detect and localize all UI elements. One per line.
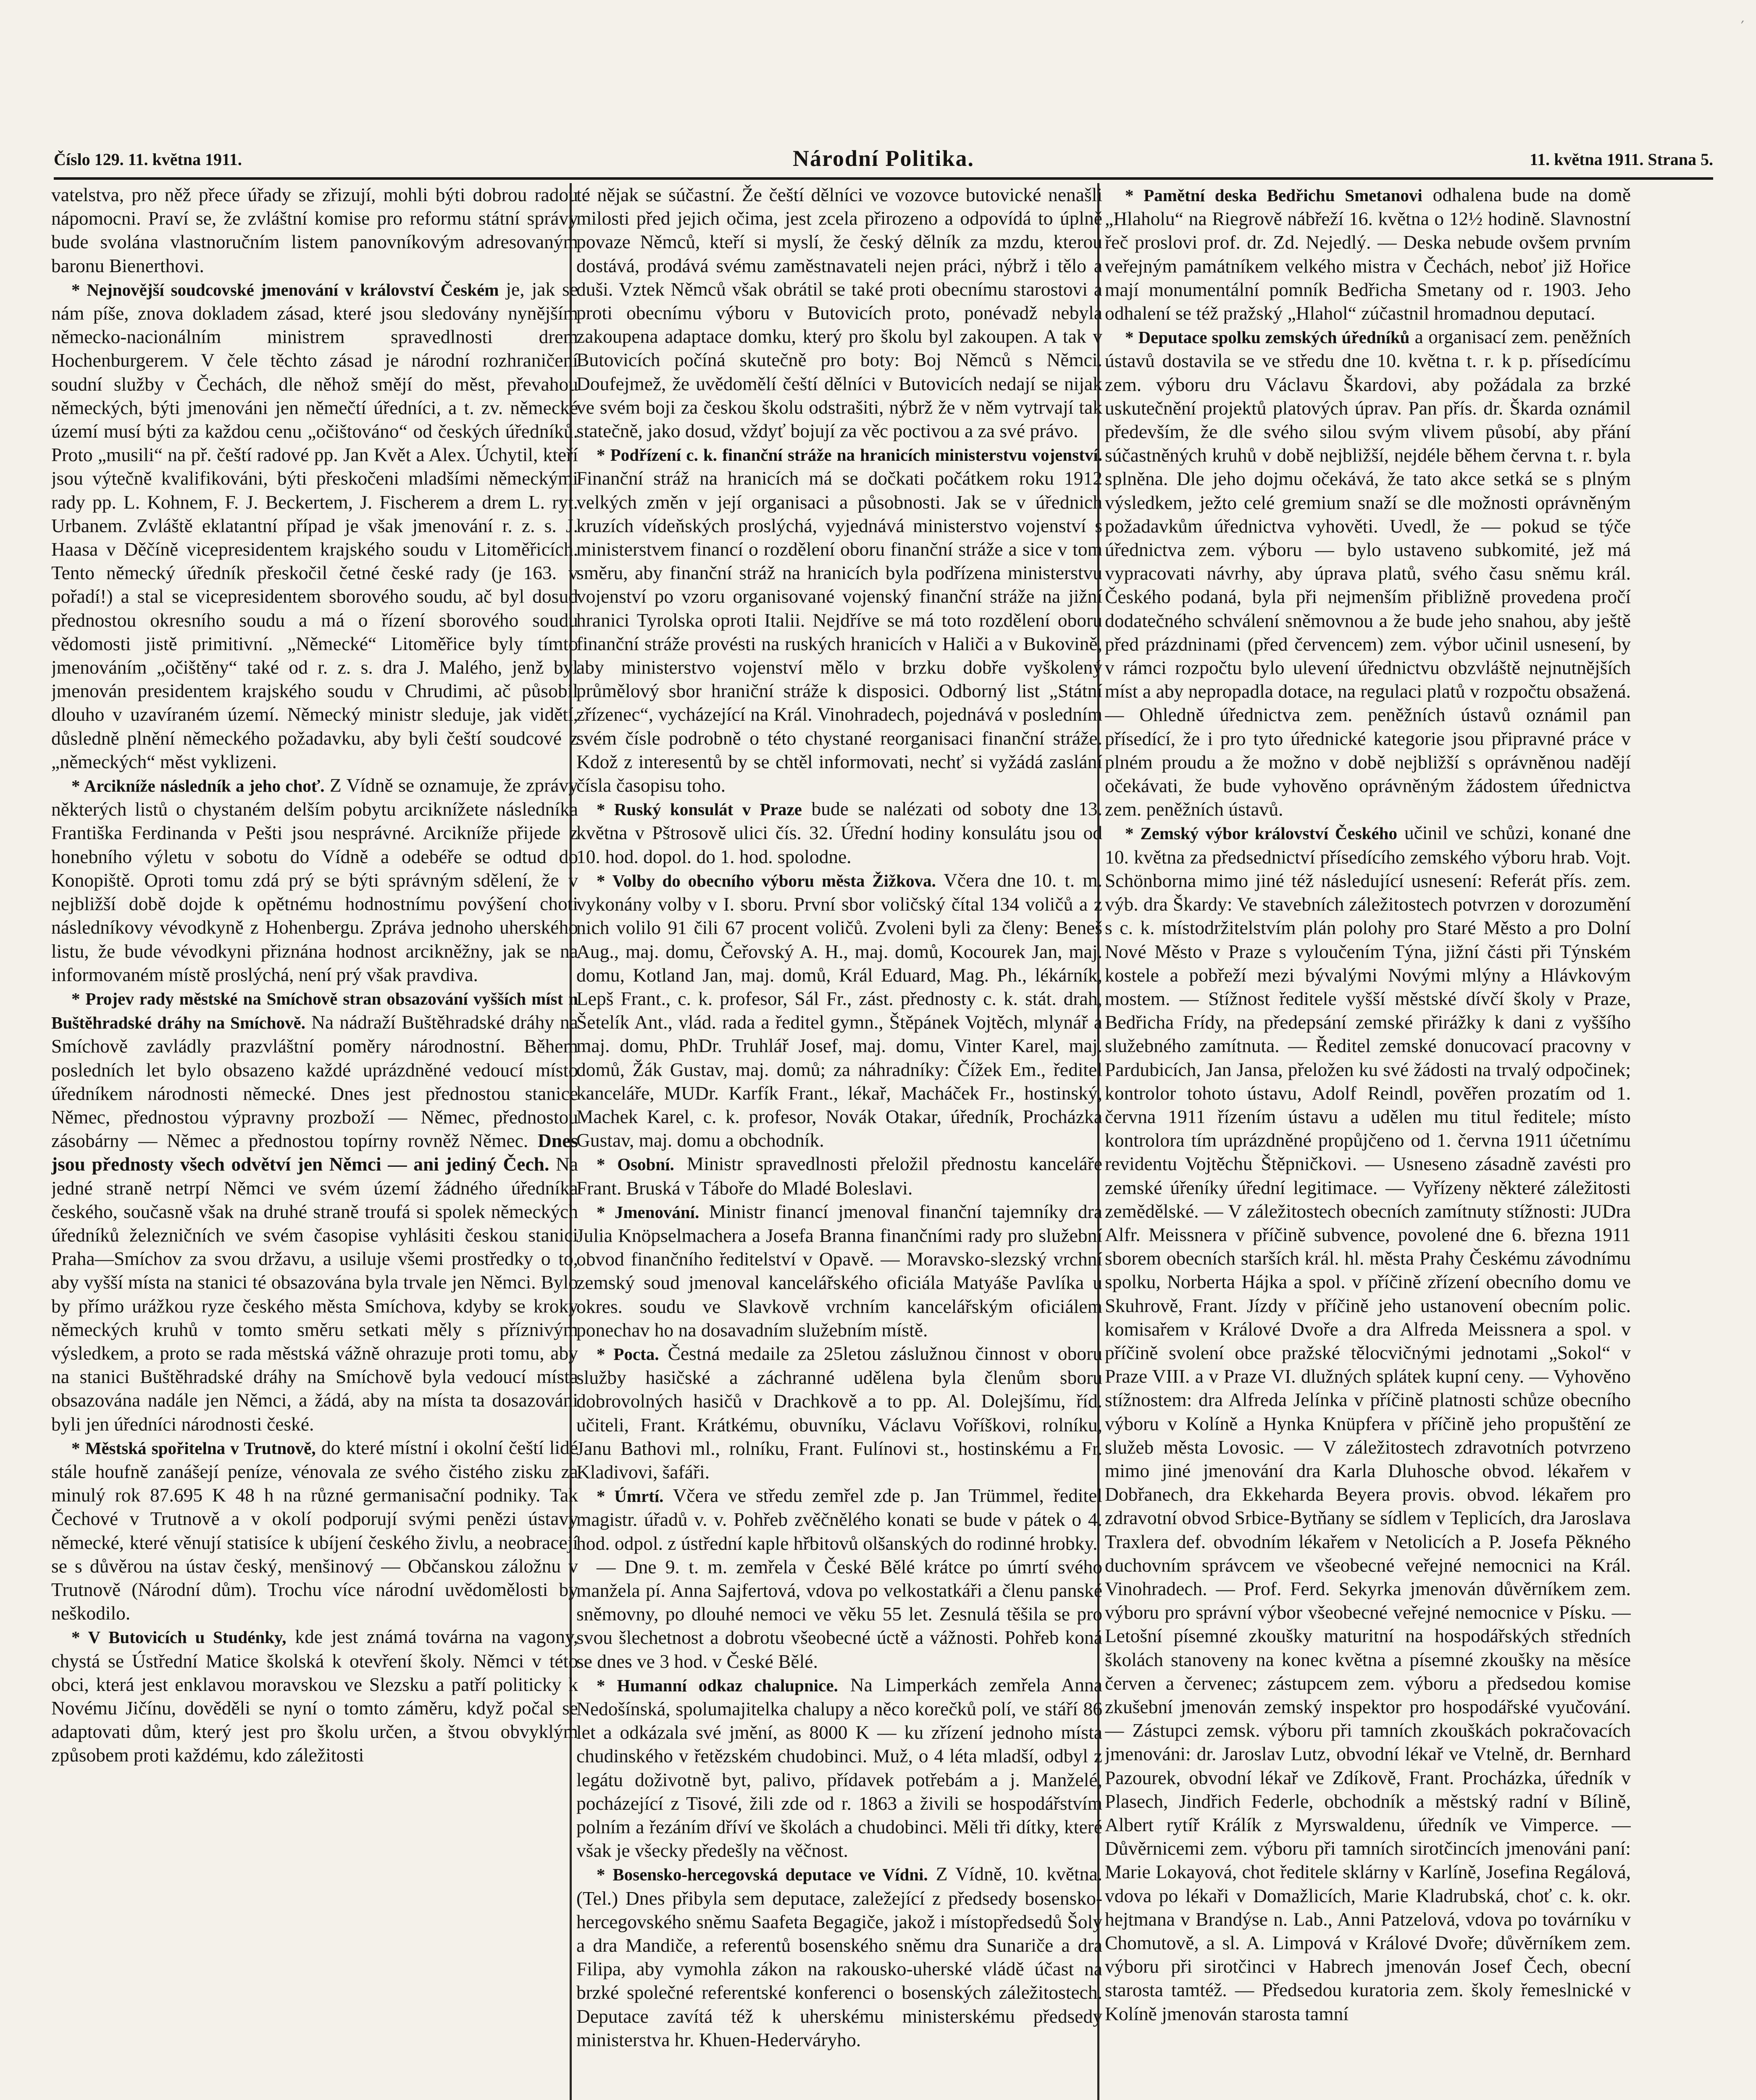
article-body: Na jedné straně netrpí Němci ve svém území žádného úředníka českého, současně však na druhé straně troufá si spolek německých úředníků železničních ve svém časopise vyhlásiti českou stanici Praha—Smíchov za svou državu, a usiluje všemi prostředky o to, aby vyšší místa na stanici té obsazována byla trvale jen Němci. Bylo by přímo urážkou ryze českého města Smíchova, kdyby se kroky německých kruhů v tomto směru setkati měly s příznivým výsledkem, a proto se rada městská vážně ohrazuje proti tomu, aby na stanici Buštěhradské dráhy na Smíchově byla vedoucí místa obsazována nadále jen Němci, a žádá, aby na místa ta dosazováni byli jen úředníci národnosti české. — [51, 1153, 578, 1435]
article-body: Včera dne 10. t. m. vykonány volby v I. sboru. První sbor voličský čítal 134 voličů a z nich volilo 91 čili 67 procent voličů. Zvoleni byli za členy: Beneš Aug., maj. domu, Čeřovský A. H., maj. domů, Kocourek Jan, maj. domu, Kotland Jan, maj. domů, Král Eduard, Mag. Ph., lékárník, Lepš Frant., c. k. profesor, Sál Fr., zást. přednosty c. k. stát. drah, Šetelík Ant., vlád. rada a ředitel gymn., Štěpánek Vojtěch, mlynář a maj. domu, PhDr. Truhlář Josef, maj. domu, Vinter Karel, maj. domů, Žák Gustav, maj. domů; za náhradníky: Čížek Em., ředitel kanceláře, MUDr. Karfík Frant., lékař, Macháček Fr., hostinský, Machek Karel, c. k. profesor, Novák Otakar, úředník, Procházka Gustav, maj. domu a obchodník. — [576, 869, 1102, 1151]
article-heading: * Deputace spolku zemských úředníků — [1125, 328, 1410, 347]
page-number: 11. května 1911. Strana 5. — [1530, 150, 1713, 169]
article-honor — [576, 1342, 1102, 1484]
article-body: kde jest známá továrna na vagony, chystá se Ústřední Matice školská k otevření školy. Němci v této obci, která jest enklavou moravskou ve Slezsku a patří politicky k Novému Jičínu, dověděli se nyní o tomto záměru, když počal se adaptovati dům, který jest pro školu určen, a štvou obvyklým způsobem proti každému, kdo záležitosti — [51, 1626, 578, 1766]
page-corner-mark: ′ — [1740, 18, 1744, 36]
article-heading: * Zemský výbor království Českého — [1125, 824, 1397, 843]
column-3 — [1105, 183, 1631, 2100]
article-archduke — [51, 774, 578, 987]
article-body: a organisací zem. peněžních ústavů dostavila se ve středu dne 10. května t. r. k p. přísedícímu zem. výboru dru Václavu Škardovi, aby požádala za brzké uskutečnění projektů platových úprav. Pan přís. dr. Škarda oznámil především, že dle svého silou svým vlivem působí, aby přání súčastněných kruhů v době nejbližší, nejdéle během června t. r. byla splněna. Dle jeho dojmu očekává, že tato akce setká se s plným výsledkem, ježto celé gremium snaží se dle možnosti oprávněným požadavkům úřednictva vyhověti. Uvedl, že — pokud se týče úřednictva zem. výboru — bylo ustaveno subkomité, jež má vypracovati návrhy, aby úprava platů, svého času sněmu král. Českého podaná, byla při nejmenším přibližně provedena pročí dodatečného schválení sněmovnou a že bude jeho snahou, aby ještě před prázdninami (před červencem) zem. výbor učinil usnesení, by v rámci rozpočtu bylo ulevení úřednictvu obzvláště nejnutnějších míst a aby nepropadla dotace, na regulaci platů v rozpočtu obsažená. — Ohledně úřednictva zem. peněžních ústavů oznámil pan přísedící, že i pro tyto úřednické kategorie jsou připravné práce v plném proudu a že možno v době nejbližší s oprávněnou nadějí očekávati, že bude vyhověno oprávněným žádostem úřednictva zem. peněžních ústavů. — [1105, 326, 1631, 820]
article-heading: * V Butovicích u Studénky, — [71, 1628, 287, 1647]
article-heading: * Ruský konsulát v Praze — [597, 800, 802, 819]
article-body: odhalena bude na domě „Hlaholu“ na Riegrově nábřeží 16. května o 12½ hodině. Slavnostní řeč proslovi prof. dr. Zd. Nejedlý. — Deska nebude ovšem prvním veřejným památníkem velkého mistra v Čechách, neboť již Hořice mají monumentální pomník Bedřicha Smetany od r. 1903. Jeho odhalení se též pražský „Hlahol“ zúčastnil hromadnou deputací. — [1105, 184, 1631, 324]
article-heading: * Volby do obecního výboru města Žižkova. — [597, 871, 936, 890]
article-body: je, jak se nám píše, znova dokladem zásad, které jsou sledovány nynějším německo-nacionálním ministrem spravedlnosti drem Hochenburgerem. V čele těchto zásad je národní rozhraničení soudní služby v Čechách, dle něhož smějí do měst, převahou německých, býti jmenováni jen němečtí úředníci, a t. zv. německé území musí býti za každou cenu „očištováno“ od českých úředníků. Proto „musili“ na př. čeští radové pp. Jan Květ a Alex. Úchytil, kteří jsou výtečně kvalifikováni, býti přeskočeni mladšími německými rady pp. L. Kohnem, F. J. Beckertem, J. Fischerem a drem L. ryt. Urbanem. Zvláště eklatantní případ je však jmenování r. z. s. J. Haasa v Děčíně vicepresidentem krajského soudu v Litoměřicích. Tento německý úředník přeskočil četné české rady (je 163. v pořadí!) a stal se vicepresidentem sborového soudu, ač byl dosud přednostou okresního soudu a má o řízení sborového soudu vědomosti jistě primitivní. „Německé“ Litoměřice byly tímto jmenováním „očištěny“ také od r. z. s. dra J. Malého, jenž byl jmenován presidentem krajského soudu v Chrudimi, ač působil dlouho v uzavíraném území. Německý ministr sleduje, jak vidětí, důsledně plnění německého požadavku, aby byli čeští soudcové z „německých“ měst vyklizeni. — [51, 278, 578, 772]
article-body: bude se nalézati od soboty dne 13. května v Pštrosově ulici čís. 32. Úřední hodiny konsulátu jsou od 10. hod. dopol. do 1. hod. spolodne. — [576, 798, 1102, 867]
article-continuation: té nějak se súčastní. Že čeští dělníci ve vozovce butovické nenašli milosti před jejich očima, jest zcela přirozeno a odpovídá to úplně povaze Němců, kteří si myslí, že český dělník za mzdu, kterou dostává, prodává svému zaměstnavateli nejen práci, nýbrž i tělo a duši. Vztek Němců však obrátil se také proti obecnímu starostovi a proti obecnímu výboru v Butovicích proto, ponévadž nebyla zakoupena adaptace domku, který pro školu byl zakoupen. A tak v Butovicích počíná skutečně pro boty: Boj Němců s Němci. Doufejmež, že uvědomělí čeští dělníci v Butovicích nedají se nijak ve svém boji za českou školu odstrašiti, nýbrž že v něm vytrvají tak statečně, jako dosud, vždyť bojují za věc poctivou a za své právo. — [576, 184, 1102, 442]
article-personal — [576, 1152, 1102, 1200]
article-bosnian-deputation — [576, 1862, 1102, 2052]
article-body: do které místní i okolní čeští lidé stále houfně zanášejí peníze, vénovala ze svého čistého zisku za minulý rok 87.695 K 48 h na různé germanisační podniky. Tak Čechové v Trutnově a v okolí podporují svými penězi ústavy německé, které věnují statisíce k ubíjení českého živlu, a neobracejí se s důvěrou na ústav český, menšinový — Občanskou záložnu v Trutnově (Národní dům). Trochu více národní uvědomělosti by neškodilo. — [51, 1436, 578, 1624]
article-body: Ministr financí jmenoval finanční tajemníky dra Julia Knöpselmachera a Josefa Branna finančními rady pro služební obvod finančního ředitelství v Opavě. — Moravsko-slezský vrchní zemský soud jmenoval kancelářského oficiála Matyáše Pavlíka u okres. soudu ve Slavkově vrchním kancelářským oficiálem ponechav ho na dosavadním služebním místě. — [576, 1200, 1102, 1341]
article-butovice — [51, 1625, 578, 1767]
article-emphasis: Dnes jsou přednosty všech odvětví jen Němci — ani jediný Čech. — [51, 1130, 578, 1175]
article-heading: * Osobní. — [597, 1155, 674, 1174]
article-body: Včera ve středu zemřel zde p. Jan Trümmel, ředitel magistr. úřadů v. v. Pohřeb zvěčnělého konati se bude v pátek o 4. hod. odpol. z ústřední kaple hřbitovů olšanských do rodinné hrobky. — [576, 1485, 1102, 1554]
article-land-committee — [1105, 821, 1631, 2025]
masthead — [54, 148, 1713, 180]
article-heading: * Bosensko-hercegovská deputace ve Vídni. — [597, 1865, 928, 1885]
article-heading: * Městská spořitelna v Trutnově, — [71, 1438, 316, 1458]
article-heading: * Pamětní deska Bedřichu Smetanovi — [1125, 186, 1422, 205]
article-smichov — [51, 987, 578, 1436]
article-heading: * Pocta. — [597, 1344, 659, 1364]
article-deaths-2: — Dne 9. t. m. zemřela v České Bělé krátce po úmrtí svého manžela pí. Anna Sajfertová, vdova po velkostatkáři a členu panské sněmovny, po dlouhé nemoci ve věku 55 let. Zesnulá těšila se pro svou šlechetnost a dobrotu všeobecné úctě a vážnosti. Pohřeb koná se dnes ve 3 hod. v České Bělé. — [576, 1556, 1102, 1672]
article-zizkov-elections — [576, 869, 1102, 1152]
article-body: Finanční stráž na hranicích má se dočkati počátkem roku 1912 velkých změn v její organisaci a působnosti. Jak se v úřednich kruzích vídeňských proslýchá, vyjednává ministerstvo vojenství s ministerstvem financí o rozdělení oboru finanční stráže a sice v tom směru, aby finanční stráž na hranicích byla podřízena ministerstvu vojenství po vzoru organisované vojenský finanční stráže na jižní hranici Tyrolska oproti Italii. Nejdříve se má toto rozdělení oboru finanční stráže provésti na ruských hranicích v Haliči a v Bukovině, aby ministerstvo vojenství mělo v brzku dobře vyškolený průmělový sbor hraniční stráže k disposici. Odborný list „Státní zřízenec“, vycházející na Král. Vinohradech, pojednává v posledním svém čísle podrobně o této chystané reorganisaci finanční stráže. Kdož z interesentů by se chtěl informovati, nechť si vyžádá zaslání čísla časopisu toho. — [576, 467, 1102, 796]
issue-info: Číslo 129. 11. května 1911. — [54, 150, 242, 169]
article-heading: * Arcikníže následník a jeho choť. — [71, 776, 325, 796]
article-officials-deputation — [1105, 325, 1631, 821]
column-1 — [51, 183, 578, 2100]
article-continuation: vatelstva, pro něž přece úřady se zřizují, mohli býti dobrou radou nápomocni. Praví se, že zvláštní komise pro reformu státní správy bude svolána vlastnoručním listem panovníkovým adresovaným baronu Bienerthovi. — [51, 184, 578, 276]
article-body: Čestná medaile za 25letou záslužnou činnost v oboru služby hasičské a záchranné udělena byla členům sboru dobrovolných hasičů v Drachkově a to pp. Al. Dolejšímu, říd. učiteli, Frant. Krátkému, obuvníku, Václavu Voříškovi, rolníku, Janu Bathovi ml., rolníku, Frant. Fulínovi st., hostinskému a Fr. Kladivovi, šafáři. — [576, 1342, 1102, 1483]
article-heading: * Podřízení c. k. finanční stráže na hranicích ministerstvu vojenství. — [597, 445, 1102, 465]
article-judges — [51, 278, 578, 774]
article-body: učinil ve schůzi, konané dne 10. května za předsednictví přísedícího zemského výboru hrab. Vojt. Schönborna mimo jiné též následující usnesení: Referát přís. zem. výb. dra Škardy: Ve stavebních záležitostech potvrzen v dorozumění s c. k. místodržitelstvím plán polohy pro Staré Město a pro Dolní Nové Město v Praze s vyloučením Týna, jižní části při Týnském kostele a pobřeží mezi bývalými Novými mlýny a Hlávkovým mostem. — Stížnost ředitele vyšší městské dívčí školy v Praze, Bedřicha Frídy, na předepsání zemské přirážky k dani z vyššího služebného zamítnuta. — Ředitel zemské donucovací pracovny v Pardubicích, Jan Jansa, přeložen ku své žádosti na trvalý odpočinek; kontrolor tohoto ústavu, Adolf Reindl, pověřen prozatím od 1. června 1911 řízením ústavu a udělen mu titul ředitele; místo kontrolora tím uprázdněné propůjčeno od 1. června 1911 účetnímu revidentu Vojtěchu Štěpničkovi. — Usneseno zásadně zavésti pro zemské úřeníky úřední legitimace. — Vyřízeny některé záležitosti zemědělské. — V záležitostech obecních zamítnuty stížnosti: JUDra Alfr. Meissnera v příčině subvence, povolené dne 6. března 1911 sborem obecních starších král. hl. města Prahy Českému závodnímu spolku, Norberta Hájka a spol. v příčině zřízení obecního domu ve Skuhrově, Frant. Jízdy v příčině jeho ustanovení obecním polic. komisařem v Králové Dvoře a dra Alfreda Meissnera a spol. v příčině svolení obce pražské tělocvičnými jednotami „Sokol“ v Praze VIII. a v Praze VI. dlužných splátek kupní ceny. — Vyhověno stížnostem: dra Alfreda Jelínka v příčině platnosti schůze obecního výboru v Kolíně a Hynka Knüpfera v příčině jeho propuštění ze služeb města Lovosic. — V záležitostech zdravotních potvrzeno mimo jiné jmenování dra Karla Dluhoschе obvod. lékařem v Dobřanech, dra Ekkeharda Beyera provis. obvod. lékařem pro zdravotní obvod Srbice-Bytňany se sídlem v Teplicích, dra Jaroslava Traxlera def. obvodním lékařem v Netolicích a P. Josefa Pěkného duchovním správcem ve všeobecné veřejné nemocnici na Král. Vinohradech. — Prof. Ferd. Sekyrka jmenován důvěrníkem zem. výboru pro správní výbor všeobecné veřejné nemocnice v Písku. — Letošní písemné zkoušky maturitní na hospodářských středních školách stanoveny na konec května a písemné zkoušky na měsíce červen a červenec; zástupcem zem. výboru a předsedou komise zkušební jmenován zemský inspektor pro hospodářské vyučování. — Zástupci zemsk. výboru při tamních zkouškách pokračovacích jmenováni: dr. Jaroslav Lutz, obvodní lékař ve Vtelně, dr. Bernhard Pazourek, obvodní lékař ve Zdíkově, Frant. Procházka, úředník v Plasech, Jindřich Federle, obchodník a městský radní v Bílině, Albert rytíř Králík z Myrswaldenu, úředník ve Vimperce. — Důvěrnicemi zem. výboru při tamních sirotčincích jmenováni paní: Marie Lokayová, chot ředitele sklárny v Karlíně, Josefina Regálová, vdova po lékaři v Domažlicích, Marie Kladrubská, choť c. k. okr. hejtmana v Brandýse n. Lab., Anni Patzelová, vdova po továrníku v Chomutově, a sl. A. Limpová v Králové Dvoře; důvěrníkem zem. výboru při sirotčinci v Habrech jmenován Josef Čech, obecní starosta tamtéž. — Předsedou kuratoria zem. školy řemeslnické v Kolíně jmenován starosta tamní — [1105, 822, 1631, 2024]
article-appointments — [576, 1200, 1102, 1342]
article-russian-consulate — [576, 797, 1102, 869]
article-heading: * Úmrtí. — [597, 1486, 664, 1506]
article-body: Na nádraží Buštěhradské dráhy na Smíchově zavládly prazvláštní poměry národnostní. Během posledních let bylo obsazeno každé uprázdněné vedoucí místo úředníkem národnosti německé. Dnes jest přednostou stanice Němec, přednostou výpravny prozboží — Němec, přednostou zásobárny — Němec a přednostou topírny rovněž Němec. — [51, 1011, 578, 1152]
article-deaths — [576, 1484, 1102, 1555]
article-bequest — [576, 1673, 1102, 1863]
article-smetana-plaque — [1105, 183, 1631, 325]
column-2 — [576, 183, 1102, 2100]
article-heading: * Projev rady městské na Smíchově stran obsazování vyšších míst n Buštěhradské dráhy na Smíchově. — [51, 989, 578, 1033]
article-body: Z Vídně se oznamuje, že zprávy některých listů o chystaném delším pobytu arciknížete následníka Františka Ferdinanda v Pešti jsou nesprávné. Arcikníže přijede z honebního výletu v sobotu do Vídně a odebéře se odtud do Konopiště. Oproti tomu zdá prý se býti správným sdělení, že v nejbližší době dojde k opětnému hodnostnímu povýšení choti následníkovy vévodkyně z Hohenbergu. Zpráva jednoho uherského listu, že bude vévodkyni přiznána hodnost arcikněžny, jak se na informovaném místě proslýchá, není prý však pravdiva. — [51, 774, 578, 985]
article-body: Z Vídně, 10. května. (Tel.) Dnes přibyla sem deputace, zaležející z předsedy bosensko-hercegovského sněmu Saafeta Begagiče, jakož i místopředsedů Šoly a dra Mandiče, a referentů bosenského sněmu dra Sunariče a dra Filipa, aby vymohla zákon na rakousko-uherské vládě účast na brzké společné referentské konferenci o bosenských záležitostech. Deputace zavítá též k uherskému ministerskému předsedy ministerstva hr. Khuen-Hederváryho. — [576, 1863, 1102, 2050]
newspaper-title: Národní Politika. — [792, 146, 975, 171]
article-body: Ministr spravedlnosti přeložil přednostu kanceláře Frant. Bruská v Táboře do Mladé Boleslavi. — [576, 1153, 1102, 1199]
article-heading: * Nejnovější soudcovské jmenování v království Českém — [71, 280, 499, 299]
article-heading: * Jmenování. — [597, 1202, 699, 1222]
article-body: Na Limperkách zemřela Anna Nedošínská, spolumajitelka chalupy a něco korečků polí, ve stáří 86 let a odkázala své jmění, as 8000 K — ku zřízení jednoho místa chudinského v řetězském chudobinci. Muž, o 4 léta mladší, odbyl z legátu doživotně byt, palivo, přídavek potřebám a j. Manželé, pocházející z Tisové, žili zde od r. 1863 a živili se hospodářstvím polním a řezáním dříví ve školách a chudobinci. Měli tři dítky, které však je všecky předešly na věčnost. — [576, 1674, 1102, 1861]
article-heading: * Humanní odkaz chalupnice. — [597, 1675, 838, 1695]
article-trutnov — [51, 1436, 578, 1625]
article-finance-guard — [576, 443, 1102, 797]
